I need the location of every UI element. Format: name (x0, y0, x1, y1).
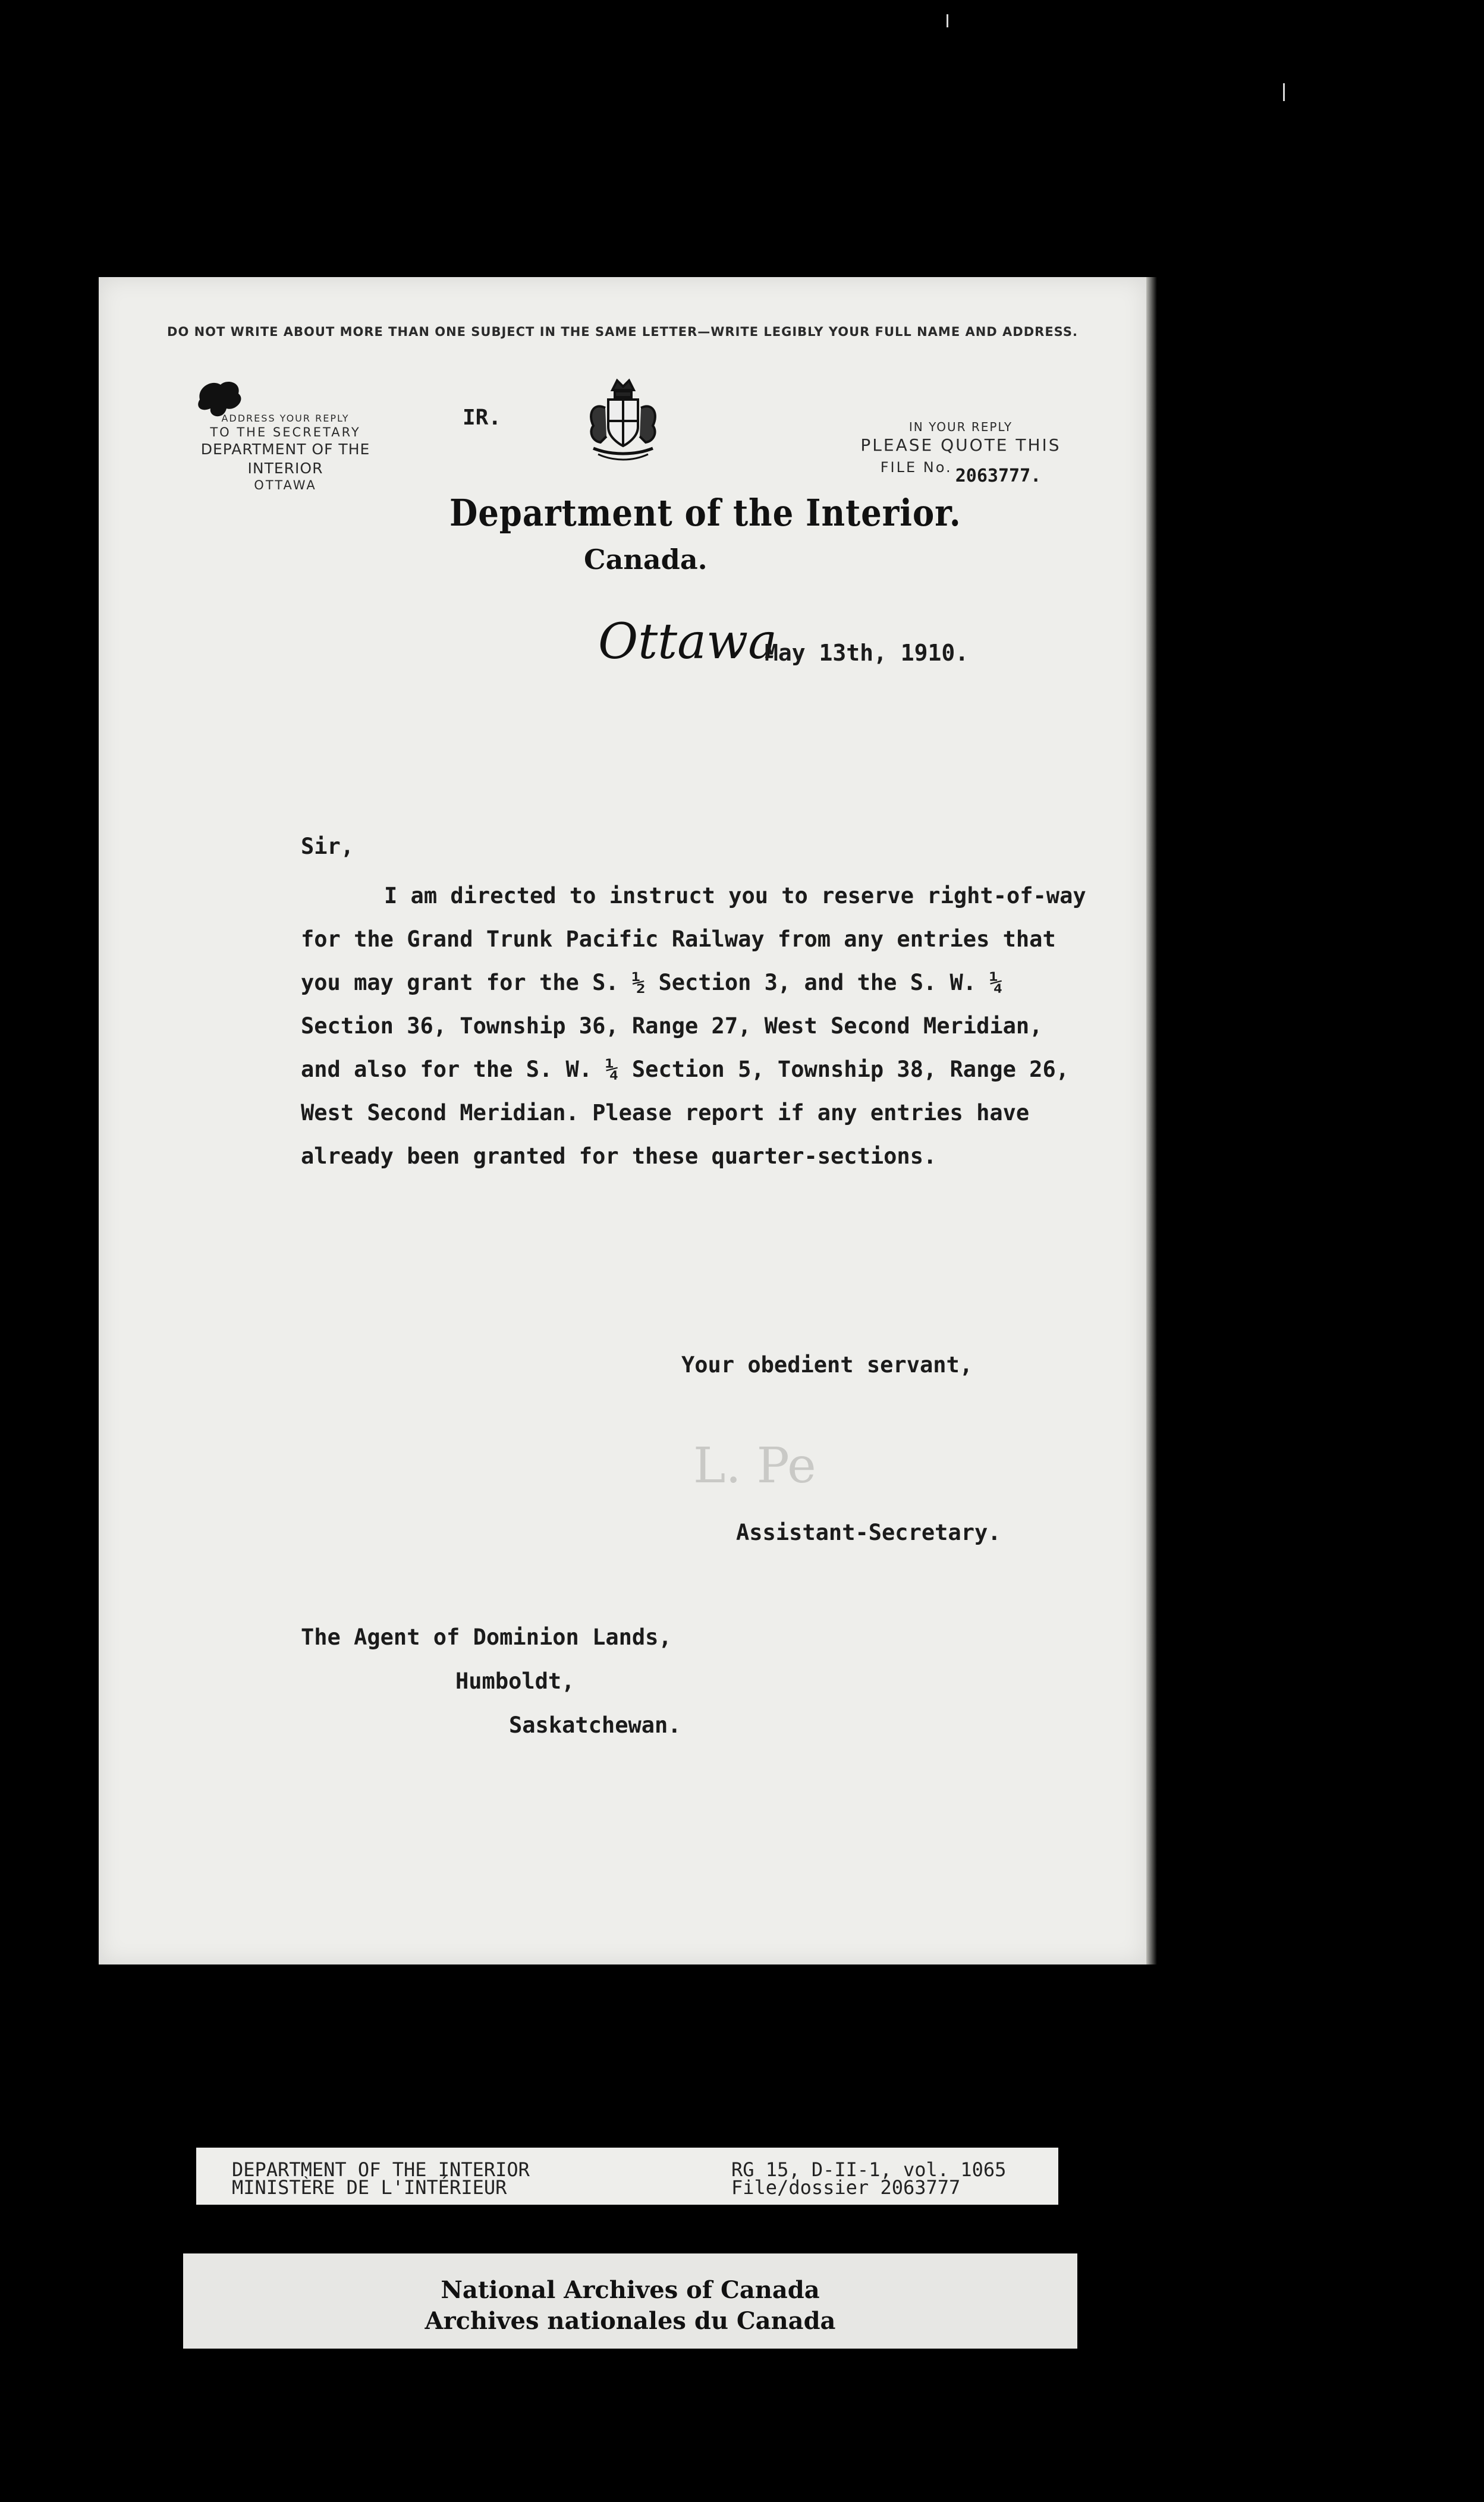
body-line: Section 36, Township 36, Range 27, West Second Meridian, (301, 1013, 1043, 1039)
quote-line-3: FILE No. (880, 459, 952, 476)
salutation: Sir, (301, 834, 354, 859)
royal-coat-of-arms-icon (576, 372, 671, 467)
reply-line-2: TO THE SECRETARY (210, 425, 361, 439)
department-country: Canada. (584, 543, 708, 576)
department-title: Department of the Interior. (449, 491, 961, 535)
body-line: you may grant for the S. ½ Section 3, and the S. W. ¼ (301, 970, 1003, 995)
body-line: for the Grand Trunk Pacific Railway from any entries that (301, 926, 1056, 952)
reply-line-3: DEPARTMENT OF THE INTERIOR (200, 441, 370, 477)
letter-page (99, 277, 1146, 1964)
quote-file-block (842, 420, 1080, 486)
archive-reference (731, 2158, 1007, 2199)
archive-name-en: National Archives of Canada (441, 2276, 820, 2304)
recipient-line-3: Saskatchewan. (509, 1712, 681, 1738)
letterhead-notice: DO NOT WRITE ABOUT MORE THAN ONE SUBJECT IN THE SAME LETTER—WRITE LEGIBLY YOUR FULL NAME AND ADDRESS. (167, 325, 1078, 339)
signature-stamp: L. Pe (693, 1438, 816, 1494)
recipient-line-2: Humboldt, (455, 1668, 575, 1694)
reply-line-1: ADDRESS YOUR REPLY (221, 413, 350, 424)
body-line: West Second Meridian. Please report if any entries have (301, 1100, 1030, 1126)
recipient-line-1: The Agent of Dominion Lands, (301, 1624, 672, 1650)
archive-dept-en: DEPARTMENT OF THE INTERIOR (232, 2158, 530, 2181)
registry-mark: IR. (463, 406, 502, 430)
archive-file-number: File/dossier 2063777 (731, 2176, 961, 2199)
archive-stamp (183, 2253, 1077, 2349)
reply-line-4: OTTAWA (254, 477, 317, 492)
signatory-title: Assistant-Secretary. (736, 1520, 1001, 1545)
reply-address-block (161, 413, 410, 493)
scan-artifact (1283, 83, 1285, 101)
quote-line-2: PLEASE QUOTE THIS (860, 435, 1061, 455)
page-edge (1146, 277, 1157, 1964)
letter-place: Ottawa (598, 614, 778, 670)
archive-dept-fr: MINISTÈRE DE L'INTÉRIEUR (232, 2176, 507, 2199)
body-line: already been granted for these quarter-sections. (301, 1143, 937, 1169)
archive-reference-number: RG 15, D-II-1, vol. 1065 (731, 2158, 1007, 2181)
letter-body (301, 874, 1145, 1178)
scan-artifact (947, 14, 948, 27)
body-line: and also for the S. W. ¼ Section 5, Township 38, Range 26, (301, 1057, 1070, 1082)
quote-line-1: IN YOUR REPLY (908, 420, 1013, 434)
letter-date: May 13th, 1910. (765, 640, 969, 666)
archive-name-fr: Archives nationales du Canada (425, 2307, 836, 2335)
archive-reference-label (196, 2148, 1058, 2205)
body-line: I am directed to instruct you to reserve right-of-way (384, 883, 1086, 909)
closing: Your obedient servant, (681, 1352, 973, 1378)
file-number: 2063777. (955, 466, 1042, 486)
archive-department (232, 2158, 530, 2199)
